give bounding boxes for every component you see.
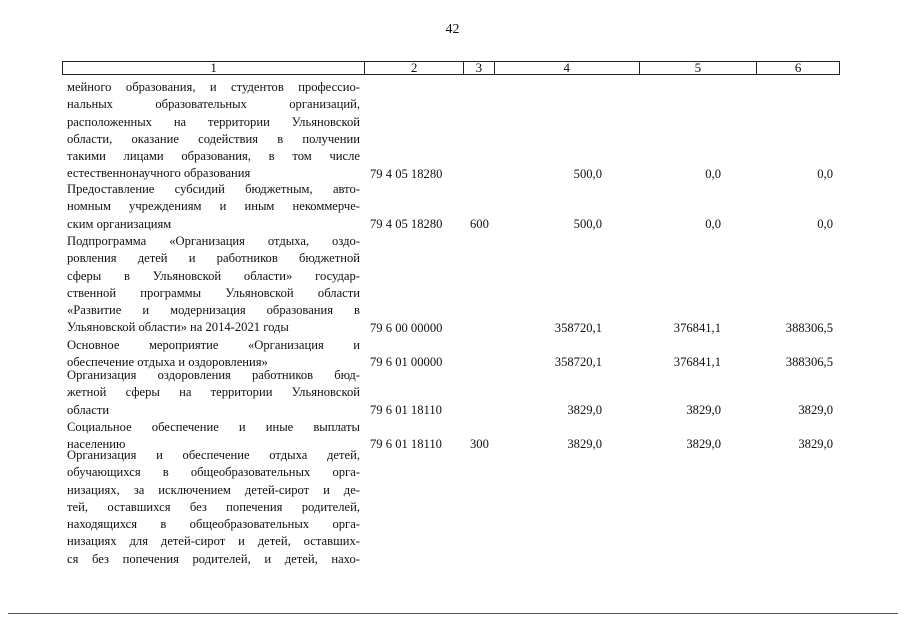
description-line: естественнонаучного образования <box>67 166 251 181</box>
row-description <box>67 367 360 419</box>
description-line: Социальное обеспечение и иные выплаты <box>67 420 360 434</box>
description-line: ся без попечения родителей, и детей, нахо- <box>67 551 360 566</box>
description-line: тей, оставшихся без попечения родителей, <box>67 499 360 514</box>
amount-year-2: 0,0 <box>705 166 721 181</box>
amount-year-2: 3829,0 <box>686 402 721 417</box>
amount-year-3: 3829,0 <box>798 437 833 452</box>
description-line: Организация и обеспечение отдыха детей, <box>67 448 360 462</box>
row-description <box>67 181 360 233</box>
description-line: низациях для детей-сирот и детей, оставших- <box>67 534 360 549</box>
description-line: такими лицами образования, в том числе <box>67 149 360 164</box>
description-line: ским организациям <box>67 216 172 231</box>
row-description <box>67 79 360 183</box>
header-col-4: 4 <box>495 62 640 74</box>
description-line: Предоставление субсидий бюджетным, авто- <box>67 182 360 196</box>
description-line: ственной программы Ульяновской области <box>67 285 360 300</box>
page-bottom-line <box>8 613 898 614</box>
description-line: Подпрограмма «Организация отдыха, оздо- <box>67 234 360 248</box>
description-line: области <box>67 402 110 417</box>
description-line: мейного образования, и студентов профессио- <box>67 80 360 94</box>
description-line: жетной сферы на территории Ульяновской <box>67 385 360 400</box>
amount-year-3: 0,0 <box>817 216 833 231</box>
header-col-2: 2 <box>365 62 464 74</box>
description-line: ровления детей и работников бюджетной <box>67 251 360 266</box>
amount-year-3: 3829,0 <box>798 402 833 417</box>
description-line: Организация оздоровления работников бюд- <box>67 368 360 382</box>
amount-year-3: 388306,5 <box>785 355 833 370</box>
target-article-code: 79 6 01 18110 <box>370 402 442 417</box>
amount-year-2: 0,0 <box>705 216 721 231</box>
page-number: 42 <box>445 22 460 37</box>
target-article-code: 79 4 05 18280 <box>370 216 443 231</box>
amount-year-1: 358720,1 <box>554 355 602 370</box>
row-description <box>67 233 360 337</box>
target-article-code: 79 6 00 00000 <box>370 320 443 335</box>
header-col-6: 6 <box>794 60 802 75</box>
expense-type-code: 600 <box>470 216 489 231</box>
description-line: «Развитие и модернизация образования в <box>67 303 360 318</box>
description-line: Ульяновской области» на 2014-2021 годы <box>67 320 289 335</box>
description-line: населению <box>67 437 126 452</box>
amount-year-1: 500,0 <box>573 166 602 181</box>
target-article-code: 79 6 01 00000 <box>370 355 443 370</box>
amount-year-1: 3829,0 <box>567 437 602 452</box>
description-line: находящихся в общеобразовательных орга- <box>67 517 360 532</box>
description-line: нальных образовательных организаций, <box>67 97 360 112</box>
description-line: обеспечение отдыха и оздоровления» <box>67 355 268 370</box>
description-line: низациях, за исключением детей-сирот и де- <box>67 482 360 497</box>
expense-type-code: 300 <box>470 437 489 452</box>
description-line: номным учреждениям и иным некоммерче- <box>67 199 360 214</box>
description-line: расположенных на территории Ульяновской <box>67 114 360 129</box>
amount-year-3: 0,0 <box>817 166 833 181</box>
header-col-1: 1 <box>63 62 365 74</box>
amount-year-2: 376841,1 <box>673 320 721 335</box>
table-header-row <box>62 61 840 75</box>
header-col-5: 5 <box>640 62 758 74</box>
amount-year-1: 500,0 <box>573 216 602 231</box>
description-line: Основное мероприятие «Организация и <box>67 338 360 352</box>
row-description <box>67 447 360 568</box>
amount-year-3: 388306,5 <box>785 320 833 335</box>
target-article-code: 79 4 05 18280 <box>370 166 443 181</box>
description-line: области, оказание содействия в получении <box>67 131 360 146</box>
amount-year-2: 376841,1 <box>673 355 721 370</box>
target-article-code: 79 6 01 18110 <box>370 437 442 452</box>
header-col-3: 3 <box>464 62 495 74</box>
amount-year-2: 3829,0 <box>686 437 721 452</box>
description-line: сферы в Ульяновской области» государ- <box>67 268 360 283</box>
description-line: обучающихся в общеобразовательных орга- <box>67 465 360 480</box>
amount-year-1: 3829,0 <box>567 402 602 417</box>
amount-year-1: 358720,1 <box>554 320 602 335</box>
